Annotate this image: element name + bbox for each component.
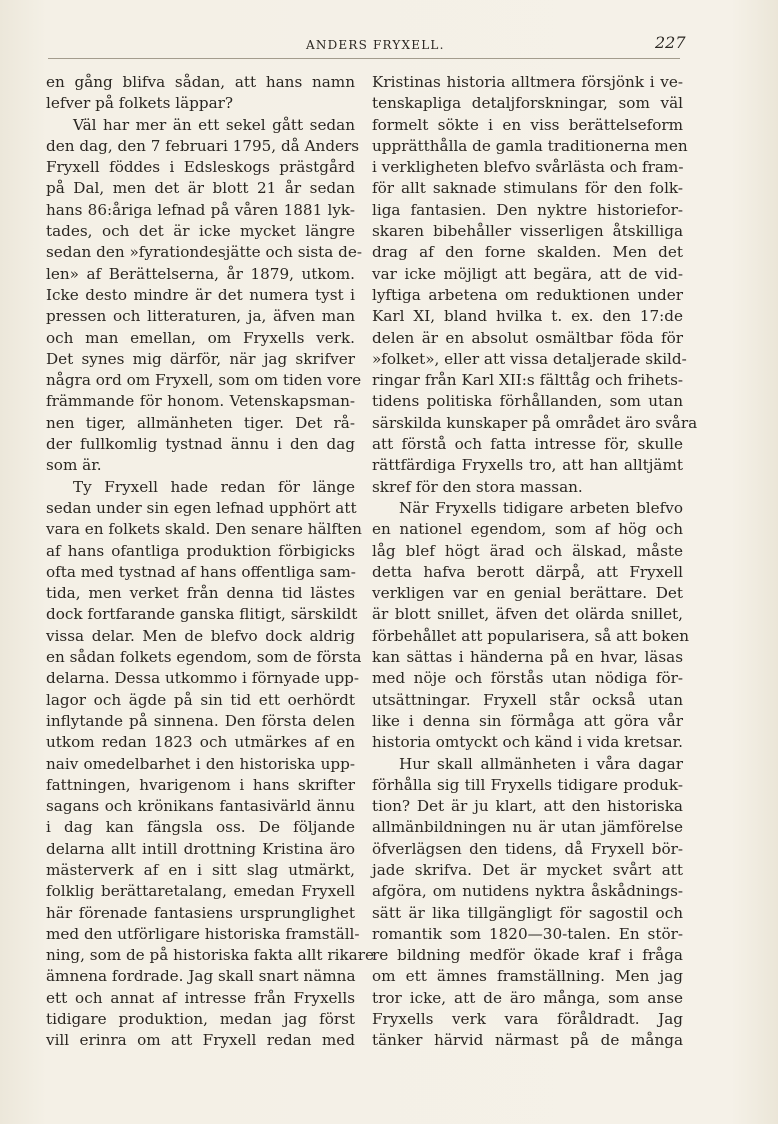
- text-line: sätt är lika tillgängligt för sagostil och: [372, 903, 683, 922]
- text-line: verkligen var en genial berättare. Det: [372, 584, 683, 603]
- text-line: var icke möjligt att begära, att de vid-: [372, 264, 683, 283]
- text-line: like i denna sin förmåga att göra vår: [372, 711, 683, 730]
- text-line: liga fantasien. Den nyktre historiefor-: [372, 200, 683, 219]
- text-line: Väl har mer än ett sekel gått sedan: [73, 115, 355, 134]
- text-line: en nationel egendom, som af hög och: [372, 520, 683, 539]
- running-header-title: ANDERS FRYXELL.: [306, 38, 445, 52]
- page-number: 227: [655, 33, 686, 52]
- text-line: på Dal, men det är blott 21 år sedan: [46, 179, 355, 198]
- text-line: den dag, den 7 februari 1795, då Anders: [46, 136, 360, 155]
- text-line: len» af Berättelserna, år 1879, utkom.: [46, 264, 355, 283]
- left-text-column: [46, 72, 374, 1052]
- text-line: att förstå och fatta intresse för, skulle: [372, 435, 683, 454]
- text-line: lyftiga arbetena om reduktionen under: [372, 285, 683, 304]
- text-line: dock fortfarande ganska flitigt, särskildt: [46, 605, 358, 624]
- text-line: Icke desto mindre är det numera tyst i: [46, 285, 355, 304]
- text-line: låg blef högt ärad och älskad, måste: [372, 541, 683, 560]
- text-line: af hans ofantliga produktion förbigicks: [46, 541, 355, 560]
- text-line: allmänbildningen nu är utan jämförelse: [372, 818, 683, 837]
- text-line: formelt sökte i en viss berättelseform: [372, 115, 683, 134]
- text-line: tidens politiska förhållanden, som utan: [372, 392, 683, 411]
- text-line: ofta med tystnad af hans offentliga sam-: [46, 562, 356, 581]
- text-line: jade skrifva. Det är mycket svårt att: [372, 860, 683, 879]
- text-line: Fryxell föddes i Edsleskogs prästgård: [46, 158, 355, 177]
- text-line: öfverlägsen den tidens, då Fryxell bör-: [372, 839, 683, 858]
- text-line: historia omtyckt och känd i vida kretsar.: [372, 733, 683, 752]
- text-line: afgöra, om nutidens nyktra åskådnings-: [372, 882, 683, 901]
- header-rule: [48, 58, 680, 59]
- text-line: lefver på folkets läppar?: [46, 94, 234, 113]
- text-line: sagans och krönikans fantasivärld ännu: [46, 797, 355, 816]
- text-line: med nöje och förstås utan nödiga för-: [372, 669, 683, 688]
- right-text-column: [372, 72, 698, 1052]
- text-line: i dag kan fängsla oss. De följande: [46, 818, 355, 837]
- text-line: kan sättas i händerna på en hvar, läsas: [372, 648, 683, 667]
- text-line: tida, men verket från denna tid lästes: [46, 584, 355, 603]
- text-line: här förenade fantasiens ursprunglighet: [46, 903, 355, 922]
- text-line: några ord om Fryxell, som om tiden vore: [46, 371, 362, 390]
- text-line: Hur skall allmänheten i våra dagar: [399, 754, 683, 773]
- text-line: en gång blifva sådan, att hans namn: [46, 73, 355, 91]
- text-line: upprätthålla de gamla traditionerna men: [372, 136, 688, 155]
- text-line: ett och annat af intresse från Fryxells: [46, 988, 355, 1007]
- text-line: lagor och ägde på sin tid ett oerhördt: [46, 690, 355, 709]
- text-line: tidigare produktion, medan jag först: [46, 1010, 355, 1029]
- text-line: ning, som de på historiska fakta allt rikare: [46, 946, 374, 965]
- text-line: i verkligheten blefvo svårlästa och fram-: [372, 158, 684, 177]
- text-line: drag af den forne skalden. Men det: [372, 243, 683, 262]
- text-line: tänker härvid närmast på de många: [372, 1031, 683, 1050]
- text-line: tror icke, att de äro många, som anse: [372, 988, 683, 1007]
- text-line: ämnena fordrade. Jag skall snart nämna: [46, 967, 356, 986]
- text-line: om ett ämnes framställning. Men jag: [372, 967, 683, 986]
- text-line: Ty Fryxell hade redan för länge: [73, 477, 355, 496]
- text-line: sedan den »fyrationdesjätte och sista de-: [46, 243, 363, 262]
- text-line: rättfärdiga Fryxells tro, att han alltjämt: [372, 456, 683, 475]
- text-line: Fryxells verk vara föråldradt. Jag: [372, 1010, 683, 1029]
- text-line: nen tiger, allmänheten tiger. Det rå-: [46, 413, 355, 432]
- text-line: utkom redan 1823 och utmärkes af en: [46, 733, 355, 752]
- text-line: När Fryxells tidigare arbeten blefvo: [399, 498, 683, 517]
- text-line: Det synes mig därför, när jag skrifver: [46, 349, 355, 368]
- text-line: Karl XI, bland hvilka t. ex. den 17:de: [372, 307, 683, 326]
- text-line: vara en folkets skald. Den senare hälften: [46, 520, 362, 539]
- text-line: detta hafva berott därpå, att Fryxell: [372, 562, 683, 581]
- text-line: delarna allt intill drottning Kristina äro: [46, 839, 355, 858]
- text-line: som är.: [46, 456, 102, 475]
- text-line: fattningen, hvarigenom i hans skrifter: [46, 775, 355, 794]
- text-line: vissa delar. Men de blefvo dock aldrig: [46, 626, 355, 645]
- text-line: pressen och litteraturen, ja, äfven man: [46, 307, 355, 326]
- text-line: sedan under sin egen lefnad upphört att: [46, 498, 357, 517]
- text-line: förbehållet att popularisera, så att boken: [372, 626, 690, 645]
- text-line: vill erinra om att Fryxell redan med: [46, 1031, 355, 1050]
- text-line: tades, och det är icke mycket längre: [46, 222, 355, 241]
- text-line: är blott snillet, äfven det olärda snillet,: [372, 605, 683, 624]
- text-line: romantik som 1820—30-talen. En stör-: [372, 924, 683, 943]
- text-line: re bildning medför ökade kraf i fråga: [372, 946, 683, 965]
- text-line: delen är en absolut osmältbar föda för: [372, 328, 683, 347]
- text-line: mästerverk af en i sitt slag utmärkt,: [46, 860, 355, 879]
- text-line: skref för den stora massan.: [372, 477, 583, 496]
- text-line: Kristinas historia alltmera försjönk i ve-: [372, 73, 683, 91]
- text-line: hans 86:åriga lefnad på våren 1881 lyk-: [46, 200, 355, 219]
- text-line: för allt saknade stimulans för den folk-: [372, 179, 683, 198]
- text-line: delarna. Dessa utkommo i förnyade upp-: [46, 669, 360, 688]
- text-line: förhålla sig till Fryxells tidigare produk-: [372, 775, 683, 794]
- text-line: tion? Det är ju klart, att den historiska: [372, 797, 683, 816]
- text-line: inflytande på sinnena. Den första delen: [46, 711, 355, 730]
- text-line: främmande för honom. Vetenskapsman-: [46, 392, 355, 411]
- text-line: der fullkomlig tystnad ännu i den dag: [46, 435, 355, 454]
- text-line: ringar från Karl XII:s fälttåg och frihets-: [372, 371, 683, 390]
- text-line: särskilda kunskaper på området äro svåra: [372, 413, 698, 432]
- text-line: med den utförligare historiska framställ-: [46, 924, 360, 943]
- text-line: »folket», eller att vissa detaljerade skild-: [372, 349, 687, 368]
- text-line: naiv omedelbarhet i den historiska upp-: [46, 754, 355, 773]
- text-line: tenskapliga detaljforskningar, som väl: [372, 94, 683, 113]
- text-line: folklig berättaretalang, emedan Fryxell: [46, 882, 355, 901]
- text-line: en sådan folkets egendom, som de första: [46, 648, 362, 667]
- text-line: utsättningar. Fryxell står också utan: [372, 690, 683, 709]
- text-line: skaren bibehåller visserligen åtskilliga: [372, 222, 683, 241]
- text-line: och man emellan, om Fryxells verk.: [46, 328, 355, 347]
